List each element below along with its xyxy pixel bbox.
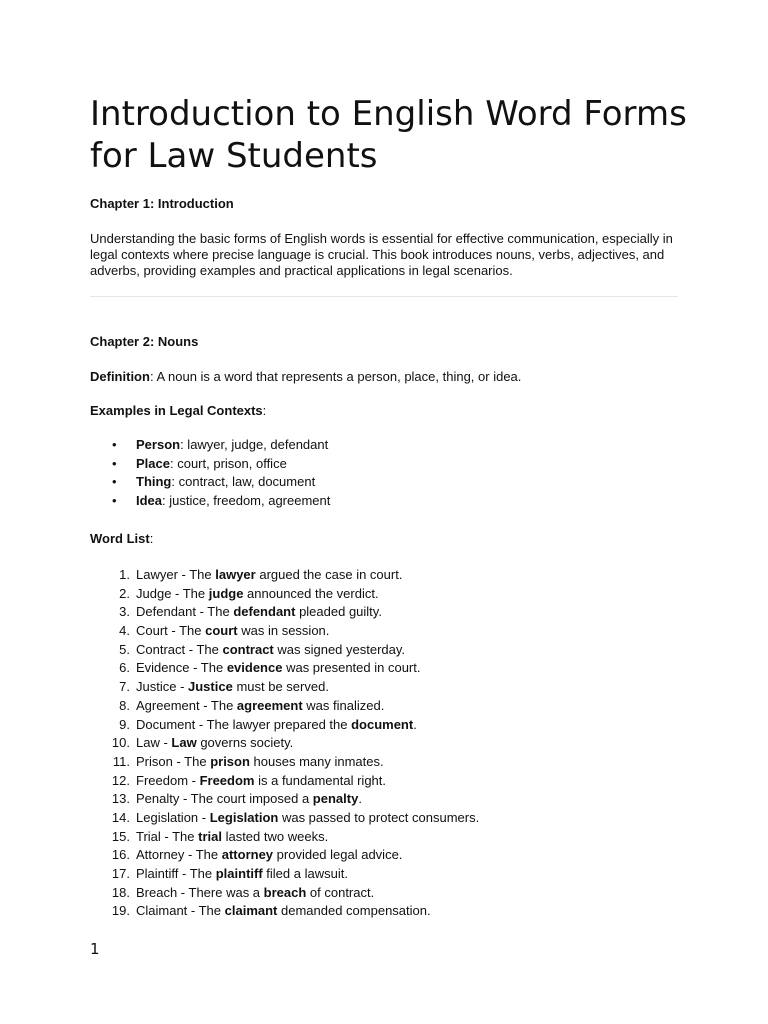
list-item: 6. Evidence - The evidence was presented in court. — [119, 660, 421, 676]
list-item: 4. Court - The court was in session. — [119, 623, 330, 639]
list-item: • Idea: justice, freedom, agreement — [90, 492, 330, 511]
list-item-number: 6. — [119, 660, 130, 676]
definition-label: Definition — [90, 369, 150, 384]
list-item: • Place: court, prison, office — [90, 455, 330, 474]
list-item-number: 2. — [119, 585, 130, 601]
document-title: Introduction to English Word Forms for Law Students — [90, 94, 687, 176]
definition-paragraph — [90, 369, 690, 385]
list-item-number: 19. — [111, 903, 130, 919]
list-item-number: 16. — [111, 847, 130, 863]
list-item: 5. Contract - The contract was signed yesterday. — [119, 641, 406, 657]
section-divider — [90, 296, 678, 297]
list-item: 17. Plaintiff - The plaintiff filed a lawsuit. — [111, 866, 348, 881]
list-item: 9. Document - The lawyer prepared the document. — [119, 716, 417, 732]
definition-text: : A noun is a word that represents a person, place, thing, or idea. — [149, 369, 522, 384]
list-item: 18. Breach - There was a breach of contract. — [111, 884, 375, 900]
chapter1-heading: Chapter 1: Introduction — [90, 196, 234, 211]
list-item-number: 10. — [111, 735, 130, 751]
list-item: 19. Claimant - The claimant demanded compensation. — [111, 903, 431, 919]
list-item-number: 15. — [111, 828, 130, 844]
list-item: 8. Agreement - The agreement was finalized. — [119, 697, 385, 713]
list-item: 12. Freedom - Freedom is a fundamental right. — [111, 772, 387, 788]
list-item-number: 7. — [119, 679, 130, 695]
wordlist-heading: Word List: — [90, 531, 154, 546]
wordlist-label: Word List — [90, 531, 150, 546]
list-item: 1. Lawyer - The lawyer argued the case in court. — [119, 567, 403, 582]
examples-heading: Examples in Legal Contexts: — [90, 403, 267, 418]
list-item-number: 12. — [111, 772, 130, 788]
list-item: 7. Justice - Justice must be served. — [119, 679, 329, 695]
list-item-number: 3. — [119, 604, 130, 620]
list-item: 16. Attorney - The attorney provided legal advice. — [111, 847, 403, 863]
word-list — [90, 566, 479, 921]
list-item: 14. Legislation - Legislation was passed to protect consumers. — [111, 809, 480, 825]
list-item-number: 5. — [119, 641, 130, 657]
list-item: 11. Prison - The prison houses many inmates. — [112, 753, 384, 769]
list-item: 15. Trial - The trial lasted two weeks. — [111, 828, 329, 844]
examples-label: Examples in Legal Contexts — [90, 403, 263, 418]
chapter1-body: Understanding the basic forms of English words is essential for effective communication, especially in legal contexts where precise language is crucial. This book introduces nouns, verbs, adjectives, and adverbs, providing examples and practical applications in legal scenarios. — [90, 231, 673, 278]
list-item-number: 11. — [112, 753, 130, 769]
list-item-number: 4. — [119, 623, 130, 639]
list-item: • Thing: contract, law, document — [90, 473, 330, 492]
list-item: 10. Law - Law governs society. — [111, 735, 294, 751]
list-item-number: 13. — [111, 791, 130, 807]
list-item: • Person: lawyer, judge, defendant — [90, 436, 330, 455]
list-item-number: 18. — [111, 884, 130, 900]
chapter2-heading: Chapter 2: Nouns — [90, 334, 199, 349]
page-number: 1 — [90, 940, 100, 958]
list-item: 3. Defendant - The defendant pleaded guilty. — [119, 604, 382, 620]
list-item-number: 14. — [111, 809, 130, 825]
list-item-number: 17. — [111, 866, 130, 881]
examples-list — [90, 436, 330, 511]
list-item: 2. Judge - The judge announced the verdict. — [119, 585, 379, 601]
list-item-number: 1. — [119, 567, 130, 582]
list-item: 13. Penalty - The court imposed a penalty. — [111, 791, 362, 807]
list-item-number: 8. — [119, 697, 130, 713]
list-item-number: 9. — [119, 716, 130, 732]
